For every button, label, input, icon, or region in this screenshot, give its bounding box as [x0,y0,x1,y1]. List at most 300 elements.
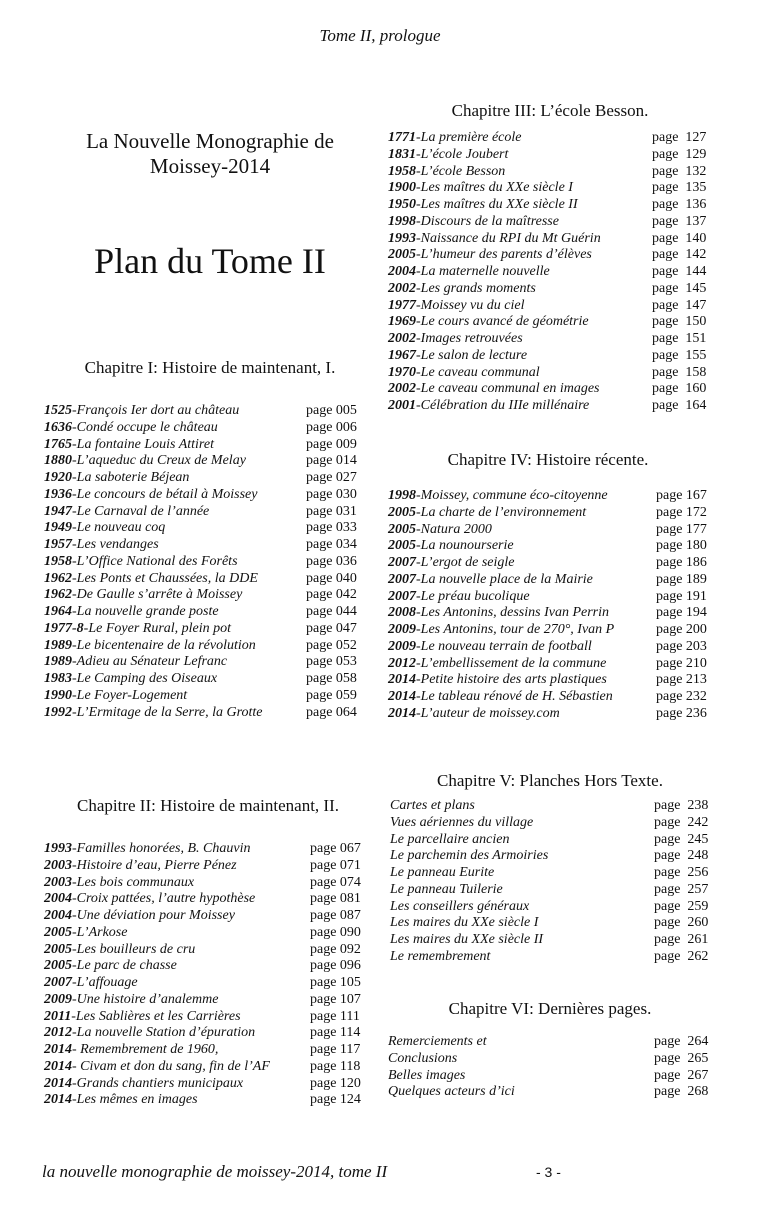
toc-entry [44,604,374,621]
toc-entry-year: 2008 [388,605,416,621]
toc-entry-title [44,1025,255,1040]
toc-entry-year: 2005 [388,521,416,537]
toc-entry-page: page 142 [652,247,707,263]
toc-entry [390,832,730,849]
toc-entry-year: 1765 [44,436,72,452]
document-title-line2: Moissey-2014 [149,154,271,178]
toc-entry [388,555,728,572]
toc-entry-title [44,654,227,669]
toc-entry-year: 1831 [388,146,416,162]
toc-entry-title [388,555,515,570]
toc-entry [388,706,728,723]
toc-entry-year: 2005 [44,941,72,957]
toc-entry-title [388,247,592,262]
toc-entry-year: 1989 [44,637,72,653]
toc-entry [388,538,728,555]
toc-entry-year: 2014 [44,1058,72,1074]
toc-entry-title [388,231,601,246]
toc-entry-page: page 059 [306,687,357,703]
toc-entry-title [390,865,494,880]
toc-entry-title [388,164,505,179]
toc-entry-page: page 074 [310,874,361,890]
toc-entry-text: -La nouvelle grande poste [72,604,219,619]
toc-entry [390,882,730,899]
toc-entry-title [390,815,533,830]
toc-entry-text: -La saboterie Béjean [72,470,190,485]
toc-entry-title [44,554,238,569]
toc-entry-page: page 194 [656,605,707,621]
toc-entry-text: Vues aériennes du village [390,814,534,830]
toc-entry [44,487,374,504]
toc-entry-title [388,1034,487,1049]
toc-entry [44,403,374,420]
toc-entry-title [390,832,510,847]
toc-entry-title [388,1068,465,1083]
toc-entry-text: -Histoire d’eau, Pierre Pénez [72,857,237,873]
toc-entry-page: page 145 [652,280,707,296]
toc-entry-title [44,925,127,940]
toc-entry [44,1042,374,1059]
toc-entry [44,858,374,875]
toc-entry-title [44,671,217,686]
toc-entry-text: Le parchemin des Armoiries [390,848,549,864]
toc-entry [388,639,728,656]
toc-entry-year: 2009 [388,638,416,654]
toc-entry-title [44,841,250,856]
toc-entry-title [44,992,218,1007]
toc-entry-text: -Les maîtres du XXe siècle II [416,197,578,212]
toc-entry-text: -Les bois communaux [72,874,195,890]
toc-entry-year: 2001 [388,398,416,413]
toc-entry [44,992,374,1009]
footer-page-number: - 3 - [536,1164,561,1180]
toc-entry [44,504,374,521]
toc-entry-text: -François Ier dort au château [72,403,240,418]
toc-entry-title [44,875,194,890]
toc-entry-title [44,420,218,435]
toc-entry-title [390,798,475,813]
toc-entry [388,672,728,689]
toc-entry-year: 2002 [388,331,416,346]
toc-entry-text: -L’école Joubert [416,146,509,162]
toc-entry-year: 2004 [388,264,416,279]
toc-entry [388,689,728,706]
toc-entry-text: -L’ergot de seigle [416,555,515,570]
toc-entry [388,365,728,382]
toc-entry-page: page 262 [654,948,709,964]
toc-entry-year: 1636 [44,419,72,435]
toc-entry-title [44,1076,243,1091]
toc-entry [44,688,374,705]
toc-entry-title [388,656,606,671]
toc-entry-page: page 151 [652,331,707,346]
toc-entry-year: 1977-8 [44,620,84,636]
toc-entry-year: 1962 [44,587,72,603]
toc-entry-year: 2009 [388,622,416,637]
toc-entry-page: page 268 [654,1084,709,1100]
toc-entry-text: -La fontaine Louis Attiret [72,436,214,452]
toc-entry-year: 1947 [44,503,72,519]
toc-entry-text: -Les Sablières et les Carrières [71,1008,241,1024]
toc-entry-text: -Les Antonins, dessins Ivan Perrin [416,605,610,621]
toc-entry-title [44,403,239,418]
toc-entry-title [388,398,589,413]
document-title-line1: La Nouvelle Monographie de [86,129,334,153]
toc-entry-title [44,638,256,653]
toc-entry-page: page 135 [652,180,707,196]
toc-entry [388,331,728,348]
toc-entry-title [44,1092,198,1107]
toc-entry-title [44,604,219,619]
toc-entry-year: 1977 [388,297,416,313]
toc-entry [388,488,728,505]
toc-entry-year: 2009 [44,991,72,1007]
toc-entry-year: 2004 [44,908,72,923]
chapter-3-title: Chapitre III: L’école Besson. [451,101,649,120]
toc-entry [44,705,374,722]
toc-entry-page: page 260 [654,915,709,931]
toc-entry-year: 1957 [44,537,72,552]
toc-entry-title [44,858,237,873]
toc-entry-year: 2012 [44,1025,72,1041]
toc-entry [388,281,728,298]
toc-entry-year: 2005 [388,538,416,554]
toc-entry-title [388,572,593,587]
toc-entry-text: -L’Office National des Forêts [72,553,238,569]
toc-entry-text: -Croix pattées, l’autre hypothèse [72,891,256,907]
toc-entry-title [44,453,246,468]
toc-entry-page: page 210 [656,655,707,671]
toc-entry-page: page 047 [306,620,357,636]
toc-entry-page: page 132 [652,163,707,179]
toc-entry-year: 2007 [388,571,416,587]
toc-entry [44,470,374,487]
toc-entry-year: 1950 [388,197,416,212]
toc-entry [388,381,728,398]
toc-entry-year: 2005 [44,924,72,940]
toc-entry-page: page 232 [656,689,707,704]
toc-entry-text: -Le Camping des Oiseaux [72,671,218,686]
toc-entry [388,505,728,522]
toc-entry-page: page 044 [306,604,357,619]
toc-entry-text: -Le nouveau terrain de football [416,638,592,654]
toc-entry-year: 2012 [388,655,416,671]
toc-entry [388,348,728,365]
toc-entry-text: -Les mêmes en images [72,1092,198,1108]
toc-entry [388,264,728,281]
toc-entry-text: -Le préau bucolique [416,588,530,604]
toc-entry-text: -La maternelle nouvelle [416,264,550,279]
toc-entry-year: 2014 [44,1092,72,1108]
toc-entry-text: -Naissance du RPI du Mt Guérin [416,230,601,246]
toc-entry [388,298,728,315]
toc-entry [388,398,728,415]
toc-entry [44,1025,374,1042]
toc-entry-title [44,470,189,485]
toc-entry-text: - Remembrement de 1960, [72,1042,219,1057]
toc-entry-page: page 111 [310,1008,360,1024]
toc-entry-year: 1993 [388,230,416,246]
toc-entry-title [44,621,231,636]
toc-entry-year: 2007 [44,975,72,990]
toc-entry [44,587,374,604]
toc-entry-page: page 213 [656,672,707,688]
toc-entry [390,932,730,949]
chapter-1-list [44,403,374,721]
toc-entry-text: Les maires du XXe siècle II [390,932,544,947]
toc-entry [44,520,374,537]
toc-entry-page: page 137 [652,213,707,229]
toc-entry-text: -Images retrouvées [416,331,523,346]
toc-entry-year: 1880 [44,453,72,469]
toc-entry-page: page 248 [654,848,709,864]
toc-entry-text: Les maires du XXe siècle I [390,915,539,931]
toc-entry [388,589,728,606]
chapter-4-title: Chapitre IV: Histoire récente. [447,450,649,469]
toc-entry-title [390,949,490,964]
toc-entry [388,197,728,214]
toc-entry-text: -Le concours de bétail à Moissey [72,486,258,502]
toc-entry-year: 2014 [44,1042,72,1057]
toc-entry-year: 2003 [44,857,72,873]
toc-entry-page: page 264 [654,1034,709,1049]
toc-entry-text: -Le salon de lecture [416,347,528,363]
toc-entry-page: page 034 [306,537,357,552]
chapter-3-list [388,130,728,415]
toc-entry-title [388,605,609,620]
toc-entry-year: 1525 [44,403,72,418]
toc-entry-page: page 092 [310,941,361,957]
toc-entry [44,638,374,655]
toc-entry-page: page 096 [310,958,361,974]
chapter-2-title: Chapitre II: Histoire de maintenant, II. [77,796,339,815]
toc-entry-year: 1993 [44,841,72,856]
toc-entry [388,656,728,673]
toc-entry-title [44,1009,241,1024]
toc-entry-year: 1970 [388,364,416,380]
toc-entry-page: page 114 [310,1025,361,1041]
toc-entry-title [388,505,586,520]
toc-entry [44,453,374,470]
toc-entry-title [388,1084,515,1099]
toc-entry-page: page 067 [310,841,361,856]
toc-entry [44,537,374,554]
toc-entry [390,848,730,865]
toc-entry-text: -Condé occupe le château [72,419,218,435]
toc-entry-text: -Grands chantiers municipaux [72,1075,244,1091]
toc-entry-text: Belles images [388,1067,466,1083]
toc-entry [388,522,728,539]
toc-entry-year: 1998 [388,213,416,229]
toc-entry-page: page 071 [310,857,361,873]
toc-entry-year: 1936 [44,486,72,502]
toc-entry-page: page 265 [654,1050,709,1066]
toc-entry-text: -L’Ermitage de la Serre, la Grotte [72,704,263,720]
toc-entry-page: page 030 [306,486,357,502]
toc-entry-page: page 172 [656,504,707,520]
toc-entry-title [388,365,540,380]
toc-entry [44,571,374,588]
toc-entry-text: -L’école Besson [416,163,506,179]
toc-entry [388,314,728,331]
toc-entry-text: -Les bouilleurs de cru [72,941,196,957]
toc-entry-year: 2011 [44,1008,72,1024]
toc-entry-page: page 006 [306,419,357,435]
toc-entry [388,622,728,639]
toc-entry-page: page 052 [306,637,357,653]
toc-entry-page: page 120 [310,1075,361,1091]
toc-entry-year: 1964 [44,604,72,619]
toc-entry-page: page 064 [306,704,357,720]
toc-entry-year: 1969 [388,314,416,330]
toc-entry-text: -Moissey vu du ciel [416,297,525,313]
toc-entry-title [388,522,492,537]
toc-entry [44,958,374,975]
toc-entry-title [388,1051,457,1066]
toc-entry-title [44,891,255,906]
toc-entry-title [388,264,550,279]
toc-entry-text: -L’embellissement de la commune [416,655,607,671]
toc-entry-year: 2005 [388,247,416,263]
toc-entry-text: -Les Ponts et Chaussées, la DDE [72,570,258,586]
toc-entry-text: -Le tableau rénové de H. Sébastien [416,689,613,704]
toc-entry-title [44,688,187,703]
chapter-1-title: Chapitre I: Histoire de maintenant, I. [84,358,336,377]
toc-entry-text: -La première école [416,130,522,145]
toc-entry-text: -Les maîtres du XXe siècle I [416,180,573,196]
toc-entry [390,949,730,966]
toc-entry [44,841,374,858]
toc-entry-text: -Adieu au Sénateur Lefranc [72,654,228,670]
toc-entry [44,975,374,992]
toc-entry-text: -Le Foyer Rural, plein pot [83,620,232,636]
toc-entry-title [44,908,235,923]
toc-entry-text: -La charte de l’environnement [416,504,587,520]
toc-entry-page: page 238 [654,798,709,813]
toc-entry-year: 1949 [44,520,72,536]
toc-entry-page: page 186 [656,555,707,570]
footer-title: la nouvelle monographie de moissey-2014, tome II [42,1162,388,1181]
toc-entry-year: 2005 [388,504,416,520]
toc-entry [44,942,374,959]
toc-entry-page: page 177 [656,521,707,537]
toc-entry-page: page 127 [652,130,707,145]
toc-entry [388,164,728,181]
toc-entry-text: Le panneau Eurite [390,865,495,880]
toc-entry-year: 1958 [44,553,72,569]
toc-entry-text: -Célébration du IIIe millénaire [416,398,590,413]
toc-entry-page: page 042 [306,587,357,603]
toc-entry-text: -Le Carnaval de l’année [72,503,210,519]
toc-entry-title [388,672,607,687]
toc-entry-year: 2003 [44,874,72,890]
toc-entry-text: -Une déviation pour Moissey [72,908,235,923]
toc-entry-page: page 058 [306,671,357,686]
toc-entry-page: page 261 [654,932,709,947]
toc-entry-year: 2002 [388,280,416,296]
toc-entry-page: page 090 [310,924,361,940]
chapter-6-list [388,1034,728,1101]
toc-entry [44,671,374,688]
toc-entry-page: page 150 [652,314,707,330]
toc-entry-text: -Familles honorées, B. Chauvin [72,841,251,856]
toc-entry-text: -L’auteur de moissey.com [416,705,560,721]
toc-entry-page: page 136 [652,197,707,212]
toc-entry [44,554,374,571]
toc-entry-text: Conclusions [388,1050,458,1066]
toc-entry-title [388,298,524,313]
toc-entry-title [44,958,177,973]
toc-entry-title [44,705,263,720]
toc-entry-text: -Moissey, commune éco-citoyenne [416,488,608,503]
toc-entry-year: 1992 [44,704,72,720]
toc-entry-text: -Le caveau communal en images [416,381,600,397]
toc-entry [388,1068,728,1085]
toc-entry-text: Les conseillers généraux [390,898,530,914]
toc-entry-page: page 160 [652,381,707,397]
toc-entry-title [388,331,523,346]
toc-entry [390,915,730,932]
toc-entry-title [388,639,592,654]
toc-entry-title [44,942,195,957]
toc-entry-text: -Le nouveau coq [72,520,166,536]
toc-entry-year: 2007 [388,555,416,570]
toc-entry-title [388,538,514,553]
toc-entry-title [388,381,600,396]
document-title [60,129,360,179]
toc-entry-page: page 117 [310,1042,361,1057]
toc-entry-year: 1920 [44,470,72,485]
toc-entry [388,214,728,231]
toc-entry-title [44,520,165,535]
toc-entry-text: Quelques acteurs d’ici [388,1084,515,1100]
toc-entry [388,130,728,147]
toc-entry-text: -Les grands moments [416,280,536,296]
toc-entry-text: -L’aqueduc du Creux de Melay [72,453,246,469]
toc-entry [44,1076,374,1093]
toc-entry-title [388,314,589,329]
toc-entry-page: page 191 [656,588,707,604]
toc-entry-year: 1771 [388,130,416,145]
toc-entry-text: -Les Antonins, tour de 270°, Ivan P [416,622,615,637]
chapter-2-list [44,841,374,1109]
toc-entry-text: -La nounourserie [416,538,514,554]
toc-entry-year: 2002 [388,381,416,397]
toc-entry-title [390,915,538,930]
toc-entry-page: page 256 [654,865,709,880]
toc-entry-year: 2014 [388,705,416,721]
toc-entry-year: 1983 [44,671,72,686]
toc-entry-title [44,437,214,452]
toc-entry-title [388,214,559,229]
toc-entry [44,875,374,892]
toc-entry-page: page 236 [656,705,707,721]
toc-entry-page: page 158 [652,364,707,380]
toc-entry-title [388,348,527,363]
toc-entry [44,891,374,908]
toc-entry-page: page 118 [310,1058,361,1074]
toc-entry-title [388,197,578,212]
toc-entry-page: page 257 [654,881,709,897]
toc-entry-text: -L’affouage [72,975,138,990]
toc-entry [44,437,374,454]
toc-entry-year: 2005 [44,958,72,974]
page-header: Tome II, prologue [319,26,441,45]
toc-entry-title [44,537,159,552]
chapter-4-list [388,488,728,723]
toc-entry-text: -La nouvelle place de la Mairie [416,571,593,587]
toc-entry-page: page 155 [652,347,707,363]
